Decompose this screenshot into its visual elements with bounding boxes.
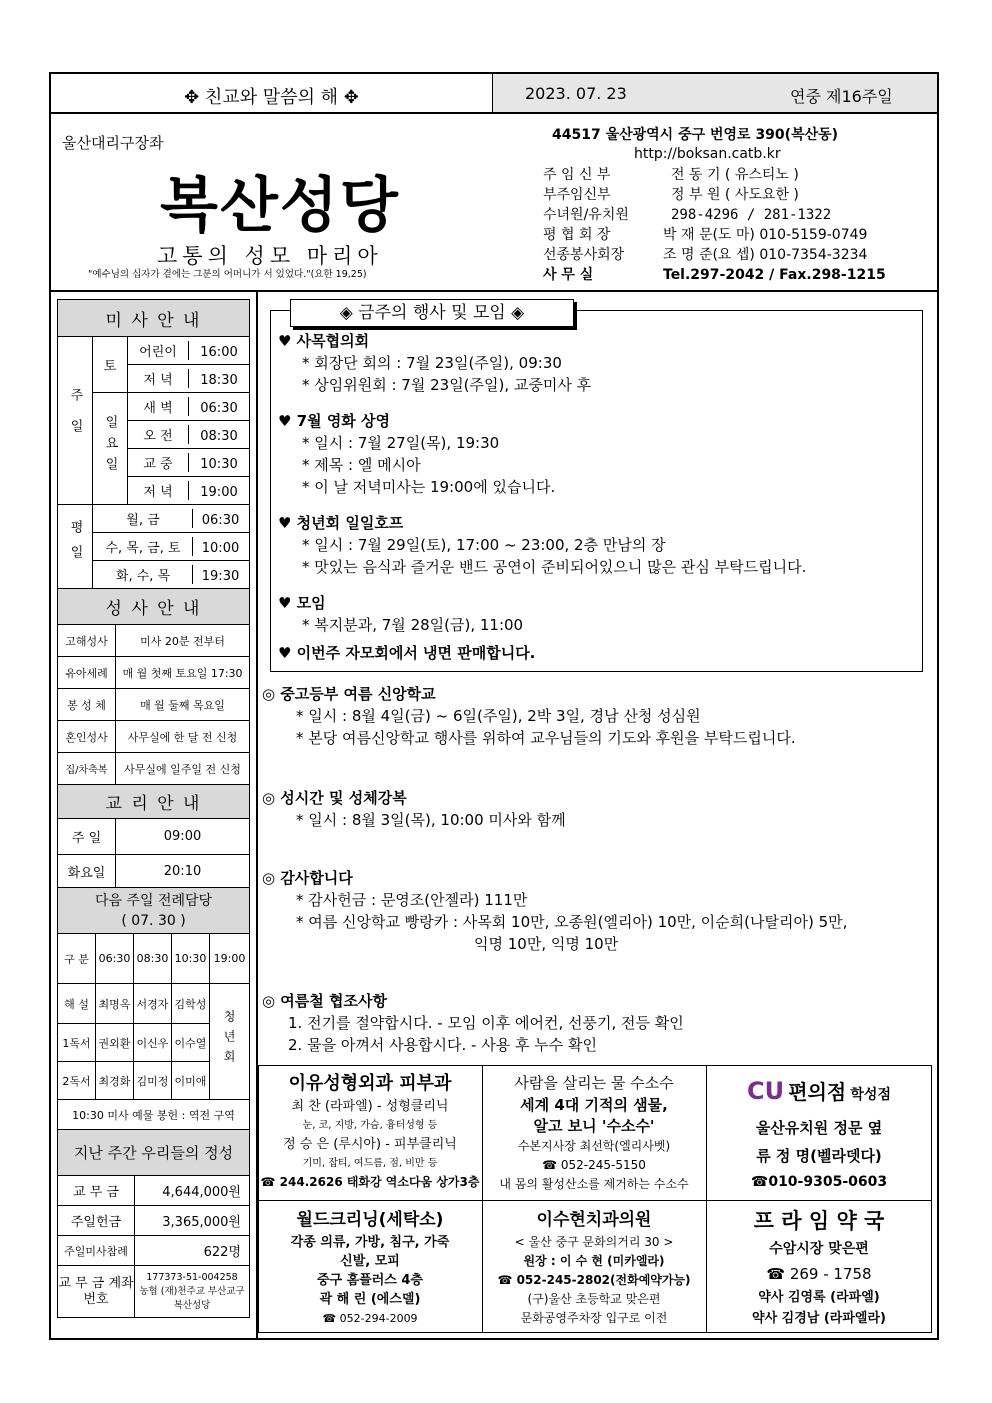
contact-value: 전 동 기 ( 유스티노 ) [671,167,799,183]
offering-value: 4,644,000원 [135,1176,250,1206]
ad-line: 곽 해 린 (에스델) [319,1292,421,1307]
event-item: * 일시 : 7월 29일(토), 17:00 ~ 23:00, 2층 만남의 장 [302,536,666,554]
event-item: * 회장단 회의 : 7월 23일(주일), 09:30 [302,354,562,372]
mass-time: 19:00 [200,485,238,500]
mass-weekday-time: 06:30 [201,513,240,528]
catechism-name: 화요일 [58,855,116,888]
ad-title: 이수현치과의원 [536,1210,652,1230]
notice-item: * 일시 : 8월 3일(목), 10:00 미사와 함께 [296,811,566,829]
notice-4 [262,990,922,1056]
mass-title: 미 사 안 내 [58,300,250,337]
notice-item: * 본당 여름신앙학교 행사를 위하여 교우님들의 기도와 후원을 부탁드립니다. [296,729,796,747]
mass-time: 06:30 [200,401,238,416]
contact-label: 수녀원/유치원 [543,207,629,223]
mass-time: 18:30 [200,373,238,388]
offering-account-label: 교 무 금 계좌번호 [58,1266,135,1318]
liturgy-role: 1독서 [58,1024,96,1062]
parish-address: 44517 울산광역시 중구 번영로 390(복산동) [552,127,839,143]
mass-sunday-text: 주일 [67,387,83,450]
liturgy-header [58,888,250,934]
mass-sun-text: 일요일 [102,415,118,478]
catechism-time: 20:10 [116,855,250,888]
notice-item: 익명 10만, 익명 10만 [474,935,619,953]
ad-line: 내 몸의 활성산소를 제거하는 수소수 [499,1177,689,1191]
ad-line: ☎ 244.2626 태화강 역소다움 상가3층 [260,1175,480,1189]
liturgy-cell: 서경자 [134,984,172,1024]
ad-line: 각종 의류, 가방, 침구, 가죽 [290,1235,450,1250]
event-item: * 일시 : 7월 27일(목), 19:30 [302,434,500,452]
ad-line: 세계 4대 기적의 샘물, [520,1096,668,1114]
left-column [57,299,250,1318]
mass-name: 저 녁 [128,481,189,500]
ad-clinic [260,1071,480,1192]
liturgy-note: 10:30 미사 예물 봉헌 : 역전 구역 [58,1100,250,1130]
liturgy-youth-text: 청년회 [222,1010,236,1070]
ad-line: 정 승 은 (루시아) - 피부클리닉 [283,1137,457,1152]
offering-name: 교 무 금 [58,1176,135,1206]
contact-row [543,165,923,185]
cu-logo: CU [747,1077,785,1105]
account-line: 농협 (재)천주교 부산교구 [139,1285,245,1297]
ad-pharmacy [708,1205,930,1329]
ad-line: (구)울산 초등학교 맞은편 [527,1292,661,1306]
mass-row [128,477,250,505]
liturgy-cell: 최경화 [96,1062,134,1100]
mass-name: 저 녁 [128,369,189,388]
liturgy-title: 다음 주일 전례담당 [94,892,213,909]
contact-label: 주 임 신 부 [543,167,611,183]
events-title: ◈ 금주의 행사 및 모임 ◈ [290,299,574,327]
mass-weekday-row [93,533,250,561]
offering-value: 622명 [135,1236,250,1266]
contact-value: 조 명 준(요 셉) 010-7354-3234 [663,247,868,263]
notice-item: * 감사헌금 : 문영조(안젤라) 111만 [296,891,528,909]
ad-dental [484,1207,704,1328]
liturgy-role: 해 설 [58,984,96,1024]
ad-line: 문화공영주차장 입구로 이전 [520,1311,668,1325]
mass-table [57,299,250,625]
contact-label: 사 무 실 [543,267,594,283]
offering-name: 주일미사참례 [58,1236,135,1266]
notice-heading: ◎ 여름철 협조사항 [262,992,387,1010]
liturgy-head: 06:30 [96,934,134,984]
notice-heading: ◎ 성시간 및 성체강복 [262,789,407,807]
liturgy-cell: 김학성 [172,984,210,1024]
ad-line: 기미, 잡티, 여드름, 점, 비만 등 [302,1158,438,1169]
catechism-title: 교 리 안 내 [58,785,250,819]
notice-item: 2. 물을 아껴서 사용합시다. - 사용 후 누수 확인 [288,1036,597,1054]
contact-label: 평 협 회 장 [543,227,611,243]
liturgy-cell: 이미애 [172,1062,210,1100]
ad-line: ☎ 052-245-5150 [542,1158,646,1172]
mass-row [128,449,250,477]
mass-name: 교 중 [128,453,189,472]
offering-table [57,1129,250,1318]
sacrament-name: 혼인성사 [58,721,116,753]
ad-title: 프 라 임 약 국 [753,1209,885,1233]
mass-name: 어린이 [128,341,189,360]
contact-row [543,185,923,205]
ad-line: ☎ 052-294-2009 [322,1312,418,1325]
liturgy-cell: 최명옥 [96,984,134,1024]
parish-region: 울산대리구장좌 [62,134,164,152]
offering-name: 주일헌금 [58,1206,135,1236]
event-item: * 상임위원회 : 7월 23일(주일), 교중미사 후 [302,376,592,394]
mass-weekday-time: 10:00 [201,541,240,556]
mass-weekday-name: 화, 수, 목 [94,565,193,584]
ad-cleaning [260,1207,480,1328]
parish-name: 복산성당 [160,171,400,241]
notice-heading: ◎ 감사합니다 [262,869,353,887]
notice-heading: ◎ 중고등부 여름 신앙학교 [262,685,436,703]
notice-item: 1. 전기를 절약합시다. - 모임 이후 에어컨, 선풍기, 전등 확인 [288,1014,684,1032]
contact-value: Tel.297-2042 / Fax.298-1215 [663,267,886,283]
ads-vdiv-2 [706,1065,707,1333]
mass-row [128,365,250,393]
liturgy-cell: 이수열 [172,1024,210,1062]
mass-sun-label [93,393,128,505]
sacrament-value: 매 월 둘째 목요일 [116,689,250,721]
sacrament-value: 사무실에 한 달 전 신청 [116,721,250,753]
catechism-name: 주 일 [58,819,116,855]
ad-line: 신발, 모피 [340,1254,400,1269]
account-line: 177373-51-004258 [146,1271,238,1283]
ad-title: 이유성형외과 피부과 [288,1073,452,1094]
event-item: * 맛있는 음식과 즐거운 밴드 공연이 준비되어있으니 많은 관심 부탁드립니다. [302,558,807,576]
contact-row [543,245,923,265]
header-divider [51,112,937,114]
event-heading: ♥ 이번주 자모회에서 냉면 판매합니다. [278,644,536,662]
offering-title: 지난 주간 우리들의 정성 [58,1130,250,1176]
notice-item: * 일시 : 8월 4일(금) ~ 6일(주일), 2박 3일, 경남 산청 성심원 [296,707,701,725]
liturgy-head: 10:30 [172,934,210,984]
liturgy-youth [210,984,250,1100]
liturgy-cell: 이신우 [134,1024,172,1062]
mass-weekday-row [93,505,250,533]
mass-name: 오 전 [128,425,189,444]
ad-title: 사람을 살리는 물 수소수 [514,1074,674,1092]
ad-line: ☎ 269 - 1758 [766,1265,872,1283]
mass-sat-label: 토 [93,337,128,393]
ad-cu-header [708,1074,930,1113]
header-motto: ✥ 친교와 말씀의 해 ✥ [184,87,359,108]
notice-3 [262,867,922,955]
mass-weekday-name: 월, 금 [94,509,193,528]
liturgy-role: 2독서 [58,1062,96,1100]
ad-line: 수암시장 맞은편 [769,1241,869,1257]
mass-name: 새 벽 [128,397,189,416]
ads-hdiv [258,1200,932,1201]
contact-value: 정 부 원 ( 사도요한 ) [671,187,799,203]
mass-row [128,393,250,421]
event-heading: ♥ 7월 영화 상영 [278,412,391,430]
event-item: * 복지분과, 7월 28일(금), 11:00 [302,616,524,634]
ad-line: ☎010-9305-0603 [750,1174,888,1190]
contact-list [543,165,923,285]
events-list [278,330,918,664]
sacrament-name: 유아세례 [58,657,116,689]
notice-2 [262,787,922,831]
ads-vdiv-1 [482,1065,483,1333]
parish-quote: "예수님의 십자가 곁에는 그분의 어머니가 서 있었다."(요한 19,25) [88,269,367,280]
sacrament-value: 매 월 첫째 토요일 17:30 [116,657,250,689]
mass-weekday-row [93,561,250,589]
offering-account [135,1266,250,1318]
ad-line: 울산유치원 정문 옆 [755,1119,883,1137]
ad-line: 수본지사장 최선학(엘리사벳) [517,1139,671,1153]
liturgy-table [57,887,250,1130]
event-item: * 제목 : 엘 메시아 [302,456,421,474]
mass-weekday-text: 평일 [67,519,83,570]
liturgy-cell: 김미정 [134,1062,172,1100]
mass-row [128,337,250,365]
ad-line: 약사 김경남 (라파엘라) [752,1311,886,1326]
header-date: 2023. 07. 23 [525,84,627,103]
ad-line: 원장 : 이 수 현 (미카엘라) [523,1254,665,1268]
liturgy-head: 19:00 [210,934,250,984]
ad-water [484,1071,704,1194]
mass-weekday-name: 수, 목, 금, 토 [94,537,193,556]
contact-row [543,225,923,245]
parish-website[interactable]: http://boksan.catb.kr [634,146,781,162]
event-heading: ♥ 사목협의회 [278,332,370,350]
liturgy-cell: 권외환 [96,1024,134,1062]
event-heading: ♥ 모임 [278,594,326,612]
notice-item: * 여름 신앙학교 빵랑카 : 사목회 10만, 오종원(엘리아) 10만, 이순희(나탈리아) 5만, [296,913,848,931]
ad-line: 류 정 명(벨라뎃다) [756,1147,882,1165]
mass-time: 08:30 [200,429,238,444]
mass-time: 16:00 [200,345,238,360]
mass-row [128,421,250,449]
catechism-time: 09:00 [116,819,250,855]
parish-patron: 고통의 성모 마리아 [157,244,383,268]
notice-1 [262,683,922,749]
mass-sunday-label [58,337,93,505]
contact-label: 부주임신부 [543,187,611,203]
sacrament-name: 봉 성 체 [58,689,116,721]
ad-line: 알고 보니 '수소수' [533,1117,655,1135]
contact-value: 박 재 문(도 마) 010-5159-0749 [663,227,868,243]
ad-line: 약사 김영록 (라파엘) [758,1290,880,1305]
ad-title: 월드크리닝(세탁소) [296,1210,444,1230]
liturgy-head: 구 분 [58,934,96,984]
sacrament-name: 고해성사 [58,625,116,657]
liturgy-head: 08:30 [134,934,172,984]
account-line: 복산성당 [173,1299,211,1311]
mass-time: 10:30 [200,457,238,472]
ad-line: ☎ 052-245-2802(전화예약가능) [497,1273,691,1287]
sacrament-value: 사무실에 일주일 전 신청 [116,753,250,785]
sacrament-title: 성 사 안 내 [58,589,250,625]
ad-line: 최 찬 (라파엘) - 성형클리닉 [291,1099,449,1114]
header-week: 연중 제16주일 [790,87,893,106]
ad-line: 중구 홈플러스 4층 [316,1273,423,1288]
sacrament-name: 집/차축복 [58,753,116,785]
ad-line: 학성점 [850,1087,891,1103]
event-item: * 이 날 저녁미사는 19:00에 있습니다. [302,478,556,496]
ad-line: < 울산 중구 문화의거리 30 > [514,1235,674,1249]
contact-row [543,265,923,285]
contact-row [543,205,923,225]
event-heading: ♥ 청년회 일일호프 [278,514,404,532]
sacrament-table [57,624,250,888]
contact-label: 선종봉사회장 [543,247,625,263]
sacrament-value: 미사 20분 전부터 [116,625,250,657]
info-divider [51,290,937,292]
ad-title: 편의점 [788,1080,847,1104]
contact-value: 298-4296 / 281-1322 [671,207,832,223]
mass-weekday-time: 19:30 [201,569,240,584]
liturgy-date: ( 07. 30 ) [121,912,186,929]
mass-weekday-label [58,505,93,589]
offering-value: 3,365,000원 [135,1206,250,1236]
ad-cu [708,1074,930,1195]
ad-line: 눈, 코, 지방, 가슴, 흉터성형 등 [302,1120,438,1131]
